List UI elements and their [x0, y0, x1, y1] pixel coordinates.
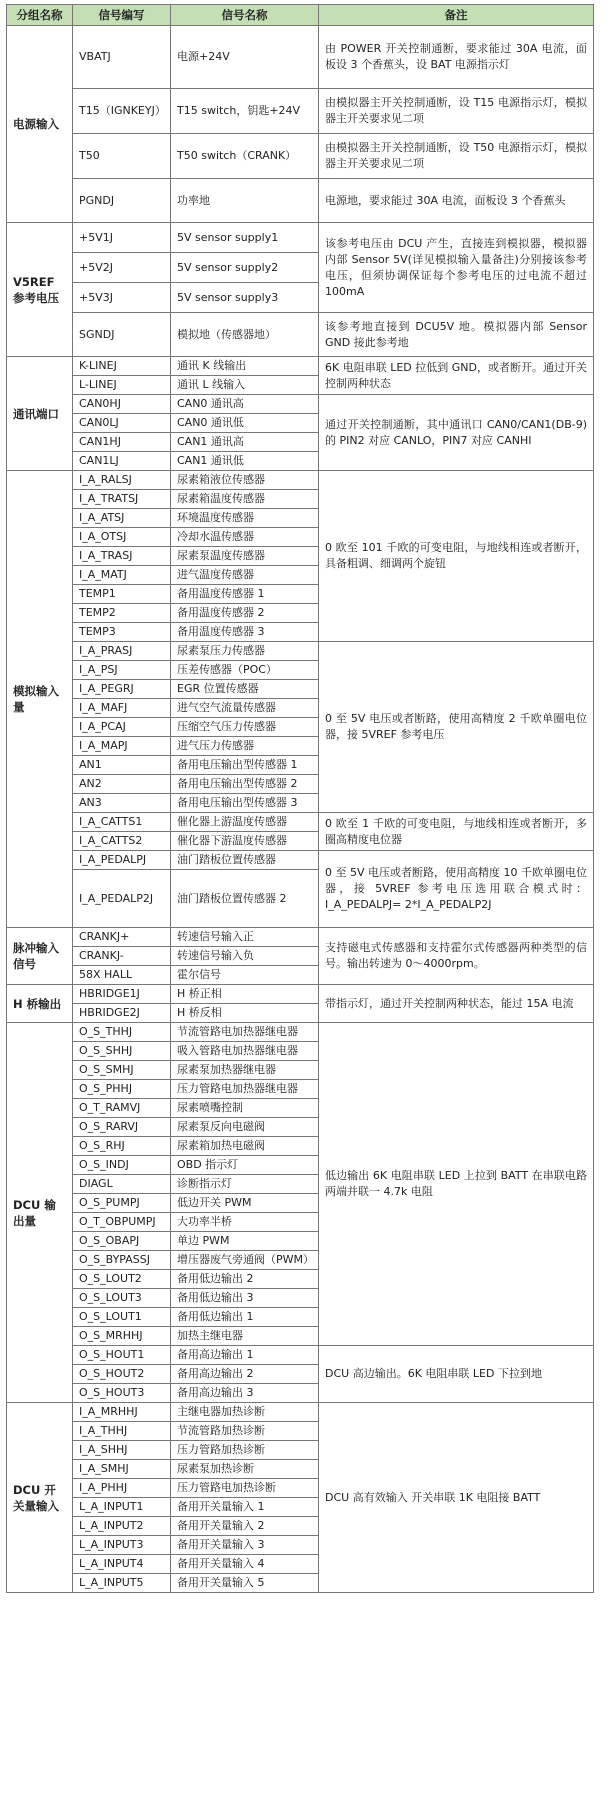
- signal-code: I_A_ATSJ: [73, 509, 171, 528]
- signal-name: 备用电压输出型传感器 3: [171, 794, 319, 813]
- header-note: 备注: [319, 5, 594, 26]
- signal-name: T15 switch，钥匙+24V: [171, 89, 319, 134]
- signal-name: 功率地: [171, 179, 319, 223]
- signal-code: I_A_PEDALPJ: [73, 851, 171, 870]
- signal-code: K-LINEJ: [73, 357, 171, 376]
- table-row: [7, 357, 594, 376]
- signal-code: TEMP1: [73, 585, 171, 604]
- signal-code: O_S_BYPASSJ: [73, 1251, 171, 1270]
- signal-name: 通讯 K 线输出: [171, 357, 319, 376]
- table-row: [7, 89, 594, 134]
- signal-code: I_A_PHHJ: [73, 1479, 171, 1498]
- signal-name: 备用开关量输入 5: [171, 1574, 319, 1593]
- signal-code: PGNDJ: [73, 179, 171, 223]
- group-name: 通讯端口: [7, 357, 73, 471]
- signal-code: O_S_PUMPJ: [73, 1194, 171, 1213]
- signal-name: 油门踏板位置传感器: [171, 851, 319, 870]
- signal-code: I_A_TRATSJ: [73, 490, 171, 509]
- signal-name: 备用低边输出 1: [171, 1308, 319, 1327]
- signal-note: 通过开关控制通断，其中通讯口 CAN0/CAN1(DB-9)的 PIN2 对应 CANLO，PIN7 对应 CANHI: [319, 395, 594, 471]
- signal-name: 5V sensor supply2: [171, 253, 319, 283]
- signal-table: [6, 4, 594, 1593]
- signal-name: 备用开关量输入 2: [171, 1517, 319, 1536]
- signal-code: L_A_INPUT1: [73, 1498, 171, 1517]
- signal-code: O_S_HOUT3: [73, 1384, 171, 1403]
- signal-name: 压力管路加热诊断: [171, 1441, 319, 1460]
- table-row: [7, 471, 594, 490]
- signal-name: 备用低边输出 2: [171, 1270, 319, 1289]
- signal-code: CAN1HJ: [73, 433, 171, 452]
- signal-code: I_A_MAFJ: [73, 699, 171, 718]
- group-name: V5REF 参考电压: [7, 223, 73, 357]
- signal-name: 霍尔信号: [171, 966, 319, 985]
- signal-name: OBD 指示灯: [171, 1156, 319, 1175]
- signal-name: 备用电压输出型传感器 2: [171, 775, 319, 794]
- signal-name: 环境温度传感器: [171, 509, 319, 528]
- signal-code: I_A_CATTS2: [73, 832, 171, 851]
- signal-note: 该参考地直接到 DCU5V 地。模拟器内部 Sensor GND 接此参考地: [319, 313, 594, 357]
- signal-name: 备用高边输出 3: [171, 1384, 319, 1403]
- signal-note: 该参考电压由 DCU 产生，直接连到模拟器，模拟器内部 Sensor 5V(详见模拟输入量备注)分别接该参考电压，但须协调保证每个参考电压的过电流不超过 100mA: [319, 223, 594, 313]
- group-name: 电源输入: [7, 26, 73, 223]
- signal-name: 节流管路加热诊断: [171, 1422, 319, 1441]
- signal-name: 尿素箱液位传感器: [171, 471, 319, 490]
- table-row: [7, 1346, 594, 1365]
- signal-name: 催化器下游温度传感器: [171, 832, 319, 851]
- signal-name: 备用开关量输入 3: [171, 1536, 319, 1555]
- signal-code: O_S_LOUT3: [73, 1289, 171, 1308]
- signal-code: O_S_HOUT2: [73, 1365, 171, 1384]
- signal-name: 备用开关量输入 1: [171, 1498, 319, 1517]
- group-name: 模拟输入量: [7, 471, 73, 928]
- signal-code: I_A_PEDALP2J: [73, 870, 171, 928]
- signal-code: HBRIDGE2J: [73, 1004, 171, 1023]
- signal-name: 加热主继电器: [171, 1327, 319, 1346]
- signal-name: CAN0 通讯高: [171, 395, 319, 414]
- signal-code: O_S_RHJ: [73, 1137, 171, 1156]
- signal-name: H 桥反相: [171, 1004, 319, 1023]
- signal-name: 转速信号输入正: [171, 928, 319, 947]
- signal-name: 模拟地（传感器地）: [171, 313, 319, 357]
- table-row: [7, 985, 594, 1004]
- signal-code: AN2: [73, 775, 171, 794]
- signal-code: I_A_MAPJ: [73, 737, 171, 756]
- signal-name: 尿素泵加热器继电器: [171, 1061, 319, 1080]
- signal-name: 压缩空气压力传感器: [171, 718, 319, 737]
- signal-code: TEMP3: [73, 623, 171, 642]
- signal-code: CRANKJ-: [73, 947, 171, 966]
- signal-code: O_T_OBPUMPJ: [73, 1213, 171, 1232]
- signal-name: 尿素泵加热诊断: [171, 1460, 319, 1479]
- signal-code: O_S_SMHJ: [73, 1061, 171, 1080]
- signal-name: 低边开关 PWM: [171, 1194, 319, 1213]
- signal-code: I_A_MRHHJ: [73, 1403, 171, 1422]
- signal-code: I_A_TRASJ: [73, 547, 171, 566]
- group-name: 脉冲输入信号: [7, 928, 73, 985]
- signal-code: I_A_MATJ: [73, 566, 171, 585]
- signal-code: T50: [73, 134, 171, 179]
- header-group: 分组名称: [7, 5, 73, 26]
- signal-name: 备用高边输出 1: [171, 1346, 319, 1365]
- signal-code: I_A_PEGRJ: [73, 680, 171, 699]
- group-name: H 桥输出: [7, 985, 73, 1023]
- signal-code: CAN0HJ: [73, 395, 171, 414]
- signal-name: 5V sensor supply3: [171, 283, 319, 313]
- signal-code: L_A_INPUT3: [73, 1536, 171, 1555]
- signal-code: CAN0LJ: [73, 414, 171, 433]
- signal-code: L_A_INPUT2: [73, 1517, 171, 1536]
- signal-name: 压差传感器（POC）: [171, 661, 319, 680]
- signal-code: I_A_PCAJ: [73, 718, 171, 737]
- table-row: [7, 26, 594, 89]
- header-row: [7, 5, 594, 26]
- signal-name: 催化器上游温度传感器: [171, 813, 319, 832]
- signal-name: 备用温度传感器 2: [171, 604, 319, 623]
- signal-name: 尿素泵压力传感器: [171, 642, 319, 661]
- signal-code: O_S_OBAPJ: [73, 1232, 171, 1251]
- signal-name: 进气空气流量传感器: [171, 699, 319, 718]
- table-row: [7, 928, 594, 947]
- signal-code: I_A_THHJ: [73, 1422, 171, 1441]
- signal-note: 支持磁电式传感器和支持霍尔式传感器两种类型的信号。输出转速为 0～4000rpm。: [319, 928, 594, 985]
- signal-note: 0 欧至 101 千欧的可变电阻，与地线相连或者断开，具备粗调、细调两个旋钮: [319, 471, 594, 642]
- signal-code: O_T_RAMVJ: [73, 1099, 171, 1118]
- group-name: DCU 开关量输入: [7, 1403, 73, 1593]
- signal-name: 5V sensor supply1: [171, 223, 319, 253]
- signal-name: 节流管路电加热器继电器: [171, 1023, 319, 1042]
- signal-code: I_A_CATTS1: [73, 813, 171, 832]
- signal-name: 冷却水温传感器: [171, 528, 319, 547]
- signal-note: 低边输出 6K 电阻串联 LED 上拉到 BATT 在串联电路两端并联一 4.7k 电阻: [319, 1023, 594, 1346]
- signal-name: 尿素泵温度传感器: [171, 547, 319, 566]
- signal-name: 诊断指示灯: [171, 1175, 319, 1194]
- signal-note: 6K 电阻串联 LED 拉低到 GND，或者断开。通过开关控制两种状态: [319, 357, 594, 395]
- signal-code: O_S_HOUT1: [73, 1346, 171, 1365]
- signal-note: DCU 高边输出。6K 电阻串联 LED 下拉到地: [319, 1346, 594, 1403]
- signal-code: L_A_INPUT4: [73, 1555, 171, 1574]
- table-row: [7, 642, 594, 661]
- signal-name: H 桥正相: [171, 985, 319, 1004]
- signal-name: 增压器废气旁通阀（PWM）: [171, 1251, 319, 1270]
- signal-name: 尿素箱温度传感器: [171, 490, 319, 509]
- signal-name: 尿素箱加热电磁阀: [171, 1137, 319, 1156]
- signal-note: 由模拟器主开关控制通断，设 T50 电源指示灯，模拟器主开关要求见二项: [319, 134, 594, 179]
- signal-name: 尿素泵反向电磁阀: [171, 1118, 319, 1137]
- signal-code: SGNDJ: [73, 313, 171, 357]
- signal-name: 备用温度传感器 3: [171, 623, 319, 642]
- signal-code: AN1: [73, 756, 171, 775]
- signal-code: I_A_PSJ: [73, 661, 171, 680]
- signal-note: 电源地，要求能过 30A 电流，面板设 3 个香蕉头: [319, 179, 594, 223]
- signal-name: 备用低边输出 3: [171, 1289, 319, 1308]
- table-row: [7, 313, 594, 357]
- signal-note: 由模拟器主开关控制通断，设 T15 电源指示灯，模拟器主开关要求见二项: [319, 89, 594, 134]
- signal-code: I_A_RALSJ: [73, 471, 171, 490]
- table-row: [7, 395, 594, 414]
- signal-code: O_S_PHHJ: [73, 1080, 171, 1099]
- signal-code: I_A_SMHJ: [73, 1460, 171, 1479]
- signal-name: 备用电压输出型传感器 1: [171, 756, 319, 775]
- signal-code: I_A_OTSJ: [73, 528, 171, 547]
- signal-name: 备用温度传感器 1: [171, 585, 319, 604]
- signal-code: O_S_RARVJ: [73, 1118, 171, 1137]
- signal-name: 进气压力传感器: [171, 737, 319, 756]
- signal-name: 进气温度传感器: [171, 566, 319, 585]
- signal-code: VBATJ: [73, 26, 171, 89]
- signal-code: CAN1LJ: [73, 452, 171, 471]
- signal-code: O_S_THHJ: [73, 1023, 171, 1042]
- signal-code: I_A_PRASJ: [73, 642, 171, 661]
- signal-code: I_A_SHHJ: [73, 1441, 171, 1460]
- signal-name: 压力管路电加热器继电器: [171, 1080, 319, 1099]
- signal-note: DCU 高有效输入 开关串联 1K 电阻接 BATT: [319, 1403, 594, 1593]
- signal-note: 0 至 5V 电压或者断路，使用高精度 10 千欧单圈电位器，接 5VREF 参考电压选用联合模式时：I_A_PEDALPJ= 2*I_A_PEDALP2J: [319, 851, 594, 928]
- table-row: [7, 134, 594, 179]
- signal-code: O_S_LOUT1: [73, 1308, 171, 1327]
- signal-name: 备用开关量输入 4: [171, 1555, 319, 1574]
- table-row: [7, 179, 594, 223]
- signal-name: CAN1 通讯低: [171, 452, 319, 471]
- signal-code: O_S_SHHJ: [73, 1042, 171, 1061]
- signal-code: L_A_INPUT5: [73, 1574, 171, 1593]
- signal-note: 由 POWER 开关控制通断，要求能过 30A 电流，面板设 3 个香蕉头，设 BAT 电源指示灯: [319, 26, 594, 89]
- table-row: [7, 1023, 594, 1042]
- group-name: DCU 输出量: [7, 1023, 73, 1403]
- header-code: 信号编写: [73, 5, 171, 26]
- signal-code: +5V3J: [73, 283, 171, 313]
- signal-note: 0 至 5V 电压或者断路，使用高精度 2 千欧单圈电位器，接 5VREF 参考电压: [319, 642, 594, 813]
- signal-name: 电源+24V: [171, 26, 319, 89]
- signal-code: AN3: [73, 794, 171, 813]
- signal-code: HBRIDGE1J: [73, 985, 171, 1004]
- signal-name: CAN0 通讯低: [171, 414, 319, 433]
- signal-code: TEMP2: [73, 604, 171, 623]
- signal-name: 大功率半桥: [171, 1213, 319, 1232]
- table-row: [7, 813, 594, 832]
- signal-name: 吸入管路电加热器继电器: [171, 1042, 319, 1061]
- signal-code: O_S_LOUT2: [73, 1270, 171, 1289]
- signal-name: 备用高边输出 2: [171, 1365, 319, 1384]
- signal-code: O_S_MRHHJ: [73, 1327, 171, 1346]
- signal-name: 通讯 L 线输入: [171, 376, 319, 395]
- signal-code: L-LINEJ: [73, 376, 171, 395]
- signal-name: 油门踏板位置传感器 2: [171, 870, 319, 928]
- signal-code: T15（IGNKEYJ）: [73, 89, 171, 134]
- signal-code: DIAGL: [73, 1175, 171, 1194]
- signal-name: EGR 位置传感器: [171, 680, 319, 699]
- signal-name: 单边 PWM: [171, 1232, 319, 1251]
- signal-code: +5V1J: [73, 223, 171, 253]
- signal-note: 0 欧至 1 千欧的可变电阻，与地线相连或者断开，多圈高精度电位器: [319, 813, 594, 851]
- signal-name: 转速信号输入负: [171, 947, 319, 966]
- signal-code: O_S_INDJ: [73, 1156, 171, 1175]
- table-row: [7, 851, 594, 870]
- table-row: [7, 223, 594, 253]
- signal-name: 主继电器加热诊断: [171, 1403, 319, 1422]
- signal-code: CRANKJ+: [73, 928, 171, 947]
- signal-name: 压力管路电加热诊断: [171, 1479, 319, 1498]
- table-row: [7, 1403, 594, 1422]
- header-name: 信号名称: [171, 5, 319, 26]
- signal-name: T50 switch（CRANK）: [171, 134, 319, 179]
- signal-name: 尿素喷嘴控制: [171, 1099, 319, 1118]
- signal-code: +5V2J: [73, 253, 171, 283]
- signal-note: 带指示灯，通过开关控制两种状态，能过 15A 电流: [319, 985, 594, 1023]
- signal-code: 58X HALL: [73, 966, 171, 985]
- signal-name: CAN1 通讯高: [171, 433, 319, 452]
